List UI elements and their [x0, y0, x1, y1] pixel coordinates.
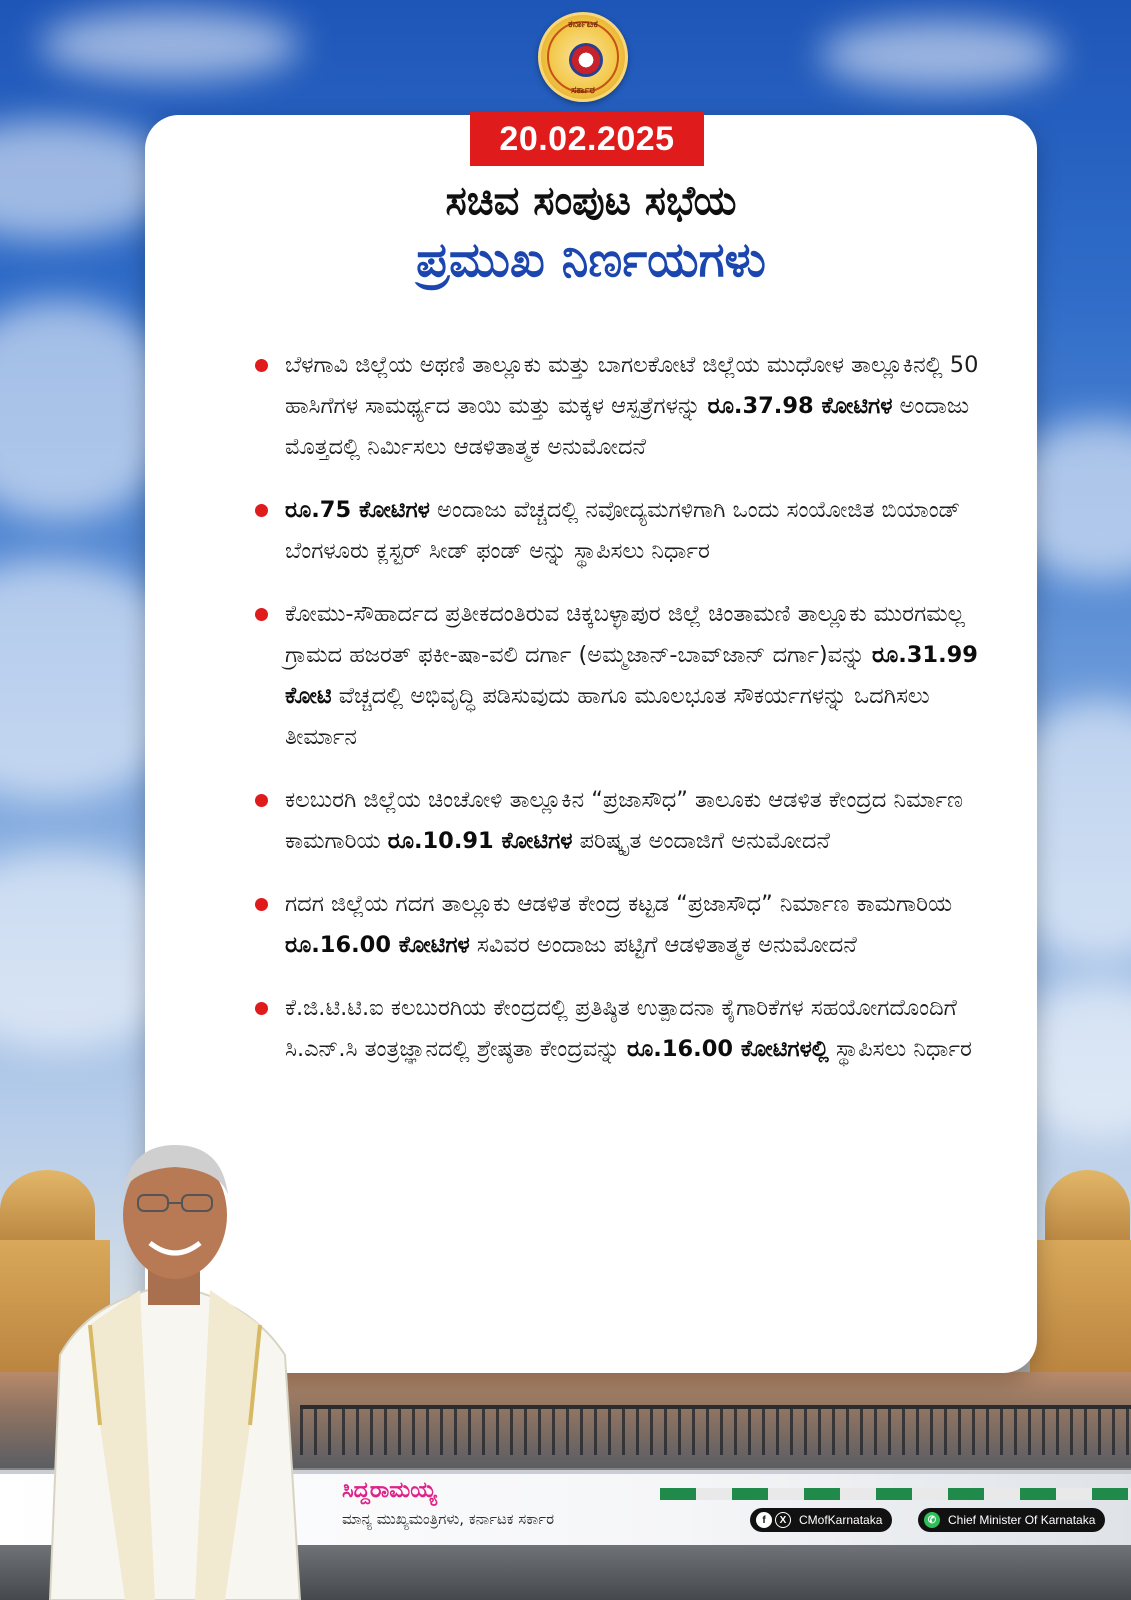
emblem-bottom-text: ಸರ್ಕಾರ [571, 85, 595, 96]
decision-item: ಕಲಬುರಗಿ ಜಿಲ್ಲೆಯ ಚಿಂಚೋಳಿ ತಾಲ್ಲೂಕಿನ “ಪ್ರಜಾಸೌಧ” ತಾಲೂಕು ಆಡಳಿತ ಕೇಂದ್ರದ ನಿರ್ಮಾಣ ಕಾಮಗಾರಿಯ ರೂ.10.91 ಕೋಟಿಗಳ ಪರಿಷ್ಕೃತ ಅಂದಾಜಿಗೆ ಅನುಮೋದನೆ [255, 780, 985, 862]
decision-item: ಬೆಳಗಾವಿ ಜಿಲ್ಲೆಯ ಅಥಣಿ ತಾಲ್ಲೂಕು ಮತ್ತು ಬಾಗಲಕೋಟೆ ಜಿಲ್ಲೆಯ ಮುಧೋಳ ತಾಲ್ಲೂಕಿನಲ್ಲಿ 50 ಹಾಸಿಗೆಗಳ ಸಾಮರ್ಥ್ಯದ ತಾಯಿ ಮತ್ತು ಮಕ್ಕಳ ಆಸ್ಪತ್ರೆಗಳನ್ನು ರೂ.37.98 ಕೋಟಿಗಳ ಅಂದಾಜು ಮೊತ್ತದಲ್ಲಿ ನಿರ್ಮಿಸಲು ಆಡಳಿತಾತ್ಮಕ ಅನುಮೋದನೆ [255, 345, 985, 468]
iron-fence [300, 1405, 1131, 1455]
right-dome [1045, 1170, 1130, 1250]
decision-item: ಕೆ.ಜಿ.ಟಿ.ಟಿ.ಐ ಕಲಬುರಗಿಯ ಕೇಂದ್ರದಲ್ಲಿ ಪ್ರತಿಷ್ಠಿತ ಉತ್ಪಾದನಾ ಕೈಗಾರಿಕೆಗಳ ಸಹಯೋಗದೊಂದಿಗೆ ಸಿ.ಎನ್.ಸಿ ತಂತ್ರಜ್ಞಾನದಲ್ಲಿ ಶ್ರೇಷ್ಠತಾ ಕೇಂದ್ರವನ್ನು ರೂ.16.00 ಕೋಟಿಗಳಲ್ಲಿ ಸ್ಥಾಪಿಸಲು ನಿರ್ಧಾರ [255, 988, 985, 1070]
decision-item: ಗದಗ ಜಿಲ್ಲೆಯ ಗದಗ ತಾಲ್ಲೂಕು ಆಡಳಿತ ಕೇಂದ್ರ ಕಟ್ಟಡ “ಪ್ರಜಾಸೌಧ” ನಿರ್ಮಾಣ ಕಾಮಗಾರಿಯ ರೂ.16.00 ಕೋಟಿಗಳ ಸವಿವರ ಅಂದಾಜು ಪಟ್ಟಿಗೆ ಆಡಳಿತಾತ್ಮಕ ಅನುಮೋದನೆ [255, 884, 985, 966]
x-icon: X [775, 1512, 791, 1528]
emblem-seal-icon [569, 43, 603, 77]
chief-minister-portrait [30, 1125, 320, 1600]
decision-item: ಕೋಮು-ಸೌಹಾರ್ದದ ಪ್ರತೀಕದಂತಿರುವ ಚಿಕ್ಕಬಳ್ಳಾಪುರ ಜಿಲ್ಲೆ ಚಿಂತಾಮಣಿ ತಾಲ್ಲೂಕು ಮುರಗಮಲ್ಲ ಗ್ರಾಮದ ಹಜರತ್ ಫಕೀ-ಷಾ-ವಲಿ ದರ್ಗಾ (ಅಮ್ಮಜಾನ್-ಬಾವ್‌ಜಾನ್ ದರ್ಗಾ)ವನ್ನು ರೂ.31.99 ಕೋಟಿ ವೆಚ್ಚದಲ್ಲಿ ಅಭಿವೃದ್ಧಿ ಪಡಿಸುವುದು ಹಾಗೂ ಮೂಲಭೂತ ಸೌಕರ್ಯಗಳನ್ನು ಒದಗಿಸಲು ತೀರ್ಮಾನ [255, 594, 985, 758]
road-curb [660, 1488, 1131, 1500]
whatsapp-icon: ✆ [924, 1512, 940, 1528]
social-handle-label: CMofKarnataka [799, 1513, 883, 1527]
cm-designation: ಮಾನ್ಯ ಮುಖ್ಯಮಂತ್ರಿಗಳು, ಕರ್ನಾಟಕ ಸರ್ಕಾರ [342, 1510, 555, 1528]
decision-item: ರೂ.75 ಕೋಟಿಗಳ ಅಂದಾಜು ವೆಚ್ಚದಲ್ಲಿ ನವೋದ್ಯಮಗಳಿಗಾಗಿ ಒಂದು ಸಂಯೋಜಿತ ಬಿಯಾಂಡ್ ಬೆಂಗಳೂರು ಕ್ಲಸ್ಟರ್ ಸೀಡ್ ಫಂಡ್ ಅನ್ನು ಸ್ಥಾಪಿಸಲು ನಿರ್ಧಾರ [255, 490, 985, 572]
title-line-1: ಸಚಿವ ಸಂಪುಟ ಸಭೆಯ [445, 178, 737, 224]
right-building [1030, 1240, 1131, 1380]
emblem-top-text: ಕರ್ನಾಟಕ [568, 19, 598, 30]
karnataka-emblem [538, 12, 628, 102]
cm-name: ಸಿದ್ದರಾಮಯ್ಯ [342, 1478, 437, 1503]
social-handle-pill[interactable] [750, 1508, 892, 1532]
decisions-list [255, 345, 985, 1092]
facebook-icon: f [756, 1512, 772, 1528]
title-line-2: ಪ್ರಮುಖ ನಿರ್ಣಯಗಳು [416, 232, 766, 288]
whatsapp-channel-pill[interactable] [918, 1508, 1105, 1532]
whatsapp-channel-label: Chief Minister Of Karnataka [948, 1513, 1096, 1527]
date-badge: 20.02.2025 [470, 112, 704, 166]
